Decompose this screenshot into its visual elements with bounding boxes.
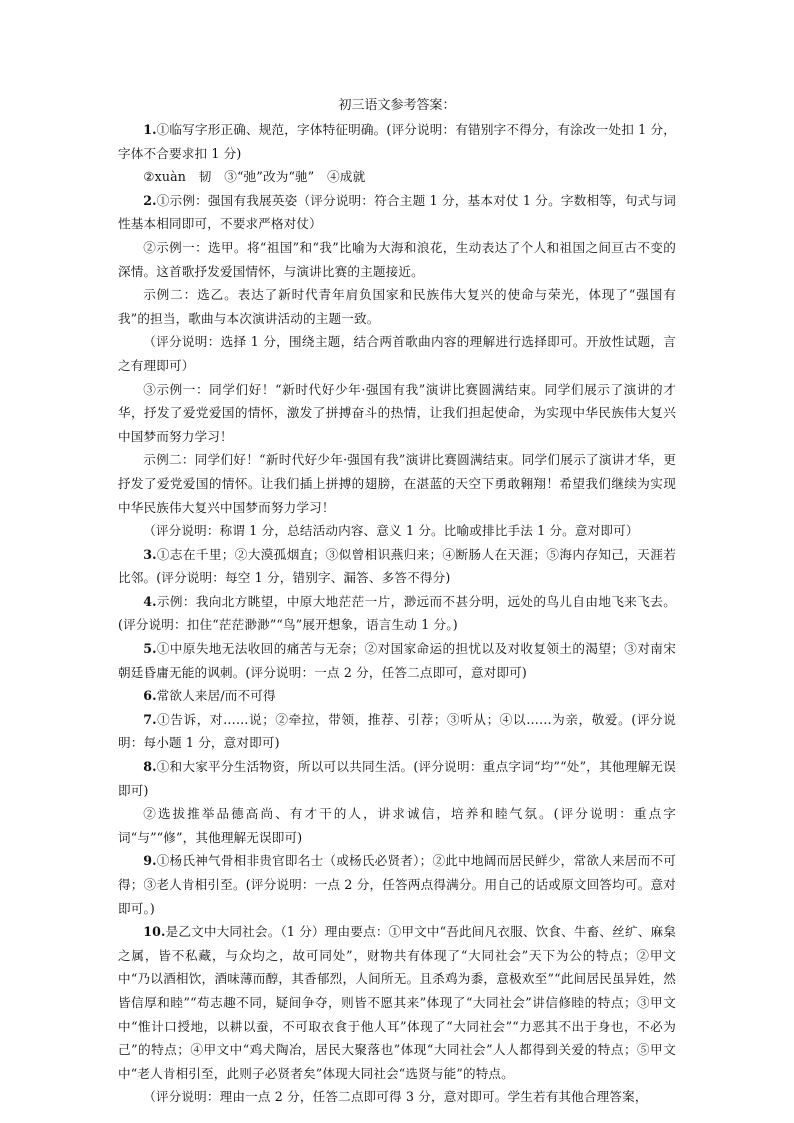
paragraph-text: （评分说明：理由一点 2 分，任答二点即可得 3 分，意对即可。学生若有其他合理答案， [143, 1089, 648, 1105]
paragraph [118, 378, 676, 449]
paragraph-text: （评分说明：选择 1 分，围绕主题，结合两首歌曲内容的理解进行选择即可。开放性试题，言之有理即可） [118, 334, 676, 373]
paragraph-text: ①临写字形正确、规范，字体特征明确。(评分说明：有错别字不得分，有涂改一处扣 1 分，字体不合要求扣 1 分) [118, 122, 676, 161]
paragraph-text: ①杨氏神气骨相非贵官即名士（或杨氏必贤者）；②此中地阔而居民鲜少，常欲人来居而不可得；③老人肯相引至。(评分说明：一点 2 分，任答两点得满分。用自己的话或原文回答均可。意对即可。) [118, 853, 676, 916]
paragraph [118, 330, 676, 377]
paragraph-text: ①告诉，对……说；②牵拉，带领，推荐、引荐；③听从；④以……为亲，敬爱。(评分说明：每小题 1 分，意对即可) [118, 711, 676, 751]
answer-document [118, 96, 676, 1109]
paragraph [118, 590, 676, 637]
paragraph [118, 755, 676, 802]
paragraph-text: ①中原失地无法收回的痛苦与无奈；②对国家命运的担忧以及对收复领土的渴望；③对南宋朝廷昏庸无能的讽刺。(评分说明：一点 2 分，任答二点即可，意对即可) [118, 641, 676, 680]
paragraph [118, 802, 676, 849]
paragraph [118, 519, 676, 543]
paragraph-text: 示例：我向北方眺望，中原大地茫茫一片，渺远而不甚分明，远处的鸟儿自由地飞来飞去。(评分说明：扣住“茫茫渺渺”“鸟”展开想象，语言生动 1 分。) [118, 593, 676, 633]
paragraph [118, 684, 676, 708]
paragraph [118, 236, 676, 283]
question-number: 3. [143, 546, 157, 562]
paragraph-text: 常欲人来居/而不可得 [156, 688, 276, 704]
paragraph [118, 165, 676, 189]
paragraph-text: 是乙文中大同社会。（1 分）理由要点：①甲文中“吾此间凡衣服、饮食、牛畜、丝纩、麻枲之属，皆不私藏，与众均之，故可同处”，财物共有体现了“大同社会”天下为公的特点；②甲文中“乃以酒相饮，酒味薄而醇，其香郁烈，人间所无。且杀鸡为黍，意极欢至”“此间居民虽异姓，然皆信厚和睦”“苟志趣不同，疑间争夺，则皆不愿其来”体现了“大同社会”讲信修睦的特点；③甲文中“惟计口授地，以耕以蚕，不可取衣食于他人耳”体现了“大同社会”“力恶其不出于身也，不必为己”的特点；④甲文中“鸡犬陶冶，居民大聚落也”体现“大同社会”人人都得到关爱的特点；⑤甲文中“老人肯相引至，此则子必贤者矣”体现大同社会“选贤与能”的特点。 [118, 924, 676, 1081]
paragraph-text: 示例二：同学们好！“新时代好少年·强国有我”演讲比赛圆满结束。同学们展示了演讲才华，更抒发了爱党爱国的情怀。让我们插上拼搏的翅膀，在湛蓝的天空下勇敢翱翔！希望我们继续为实现中华民族伟大复兴中国梦而努力学习！ [118, 452, 676, 515]
paragraph [118, 189, 676, 236]
paragraph-text: ①和大家平分生活物资，所以可以共同生活。(评分说明：重点字词“均”“处”，其他理解无误即可) [118, 759, 676, 798]
question-number: 7. [143, 711, 157, 727]
paragraph [118, 637, 676, 684]
paragraph [118, 1085, 676, 1109]
question-number: 5. [143, 641, 157, 657]
paragraph [118, 920, 676, 1085]
paragraph-text: （评分说明：称谓 1 分，总结活动内容、意义 1 分。比喻或排比手法 1 分。意对即可） [143, 523, 639, 539]
paragraph [118, 118, 676, 165]
paragraph-text: ①示例：强国有我展英姿（评分说明：符合主题 1 分，基本对仗 1 分。字数相等，句式与词性基本相同即可，不要求严格对仗） [118, 192, 676, 232]
paragraph [118, 283, 676, 330]
question-number: 4. [143, 593, 157, 609]
paragraph [118, 708, 676, 755]
paragraph [118, 448, 676, 519]
paragraph-text: ②选拔推举品德高尚、有才干的人，讲求诚信，培养和睦气氛。(评分说明：重点字词“与”“修”，其他理解无误即可) [118, 806, 676, 845]
question-number: 10. [143, 924, 166, 940]
paragraph-text: ②xuàn 韧 ③“弛”改为“驰” ④成就 [143, 169, 366, 185]
paragraph-text: ②示例一：选甲。将“祖国”和“我”比喻为大海和浪花，生动表达了个人和祖国之间亘古不变的深情。这首歌抒发爱国情怀，与演讲比赛的主题接近。 [118, 239, 676, 279]
paragraph [118, 849, 676, 920]
question-number: 1. [143, 122, 157, 137]
paragraph [118, 543, 676, 590]
paragraph-text: ③示例一：同学们好！“新时代好少年·强国有我”演讲比赛圆满结束。同学们展示了演讲的才华，抒发了爱党爱国的情怀，激发了拼搏奋斗的热情，让我们担起使命，为实现中华民族伟大复兴中国梦而努力学习！ [118, 381, 676, 444]
paragraph-text: 示例二：选乙。表达了新时代青年肩负国家和民族伟大复兴的使命与荣光，体现了“强国有我”的担当，歌曲与本次演讲活动的主题一致。 [118, 287, 676, 326]
question-number: 8. [143, 759, 157, 775]
question-number: 9. [143, 853, 157, 869]
question-number: 6. [143, 688, 157, 704]
question-number: 2. [143, 192, 157, 208]
document-title: 初三语文参考答案： [338, 98, 456, 113]
paragraph-text: ①志在千里；②大漠孤烟直；③似曾相识燕归来；④断肠人在天涯；⑤海内存知己，天涯若比邻。(评分说明：每空 1 分，错别字、漏答、多答不得分) [118, 546, 676, 586]
